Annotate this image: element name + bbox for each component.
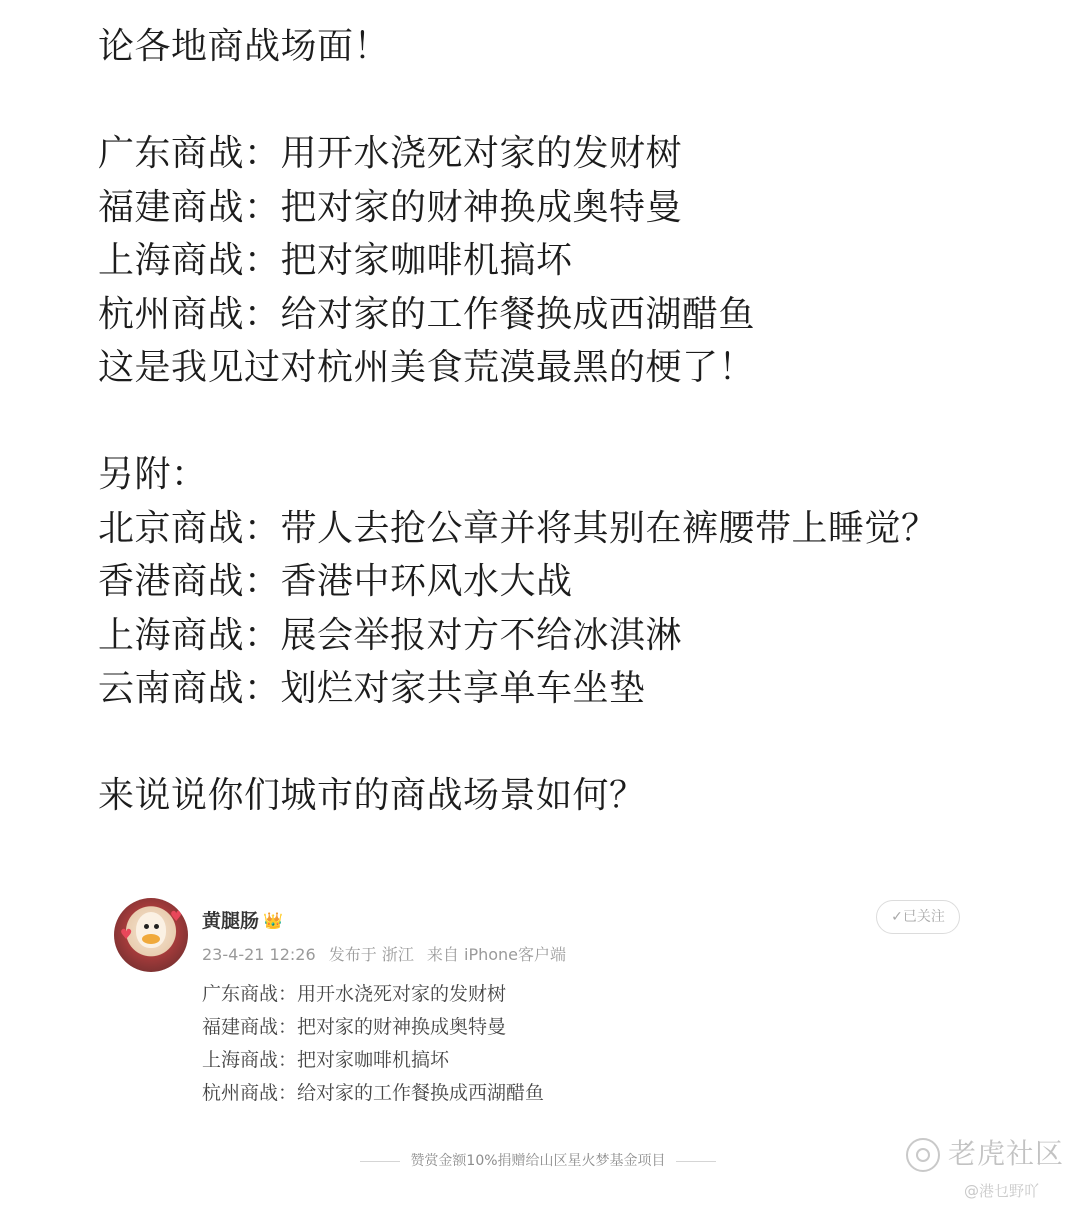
follow-button[interactable]: ✓已关注 — [876, 900, 960, 934]
embedded-weibo-card — [98, 880, 998, 1200]
post-line: 云南商战：划烂对家共享单车坐垫 — [98, 668, 646, 709]
tiger-community-logo-icon — [906, 1138, 940, 1172]
username-text[interactable]: 黄腿肠 — [202, 910, 260, 932]
heart-icon: ♥ — [170, 909, 183, 925]
spacer — [98, 716, 998, 770]
crown-icon: 👑 — [263, 911, 283, 930]
card-content — [202, 978, 544, 1110]
appendix-label: 另附： — [98, 454, 208, 495]
post-title: 论各地商战场面！ — [98, 26, 391, 67]
avatar-beak — [142, 934, 160, 944]
post-time: 23-4-21 12:26 — [202, 945, 316, 964]
watermark-user: @港乜野吖 — [964, 1182, 1040, 1200]
post-line: 香港商战：香港中环风水大战 — [98, 561, 573, 602]
post-line: 上海商战：展会举报对方不给冰淇淋 — [98, 614, 683, 656]
avatar[interactable] — [114, 898, 188, 972]
avatar-eye — [144, 924, 149, 929]
card-line: 福建商战：把对家的财神换成奥特曼 — [202, 1016, 507, 1038]
username[interactable] — [202, 906, 283, 933]
spacer — [98, 395, 998, 449]
post-line: 北京商战：带人去抢公章并将其别在裤腰带上睡觉？ — [98, 507, 938, 549]
post-line: 杭州商战：给对家的工作餐换成西湖醋鱼 — [98, 293, 756, 335]
post-meta — [202, 942, 574, 965]
watermark-title: 老虎社区 — [948, 1137, 1065, 1170]
post-source: 来自 iPhone客户端 — [426, 945, 567, 964]
avatar-eye — [154, 924, 159, 929]
card-line: 杭州商战：给对家的工作餐换成西湖醋鱼 — [202, 1082, 545, 1104]
heart-icon: ♥ — [120, 927, 133, 943]
card-line: 广东商战：用开水浇死对家的发财树 — [202, 983, 507, 1005]
post-body — [98, 20, 998, 823]
post-line: 福建商战：把对家的财神换成奥特曼 — [98, 186, 683, 228]
closing-question: 来说说你们城市的商战场景如何？ — [98, 775, 646, 816]
post-line: 广东商战：用开水浇死对家的发财树 — [98, 133, 683, 174]
post-location: 发布于 浙江 — [328, 945, 414, 964]
spacer — [98, 74, 998, 128]
post-line: 这是我见过对杭州美食荒漠最黑的梗了！ — [98, 347, 756, 388]
post-line: 上海商战：把对家咖啡机搞坏 — [98, 240, 573, 281]
card-line: 上海商战：把对家咖啡机搞坏 — [202, 1049, 450, 1071]
reward-notice: 赞赏金额10%捐赠给山区星火梦基金项目 — [318, 1150, 758, 1170]
